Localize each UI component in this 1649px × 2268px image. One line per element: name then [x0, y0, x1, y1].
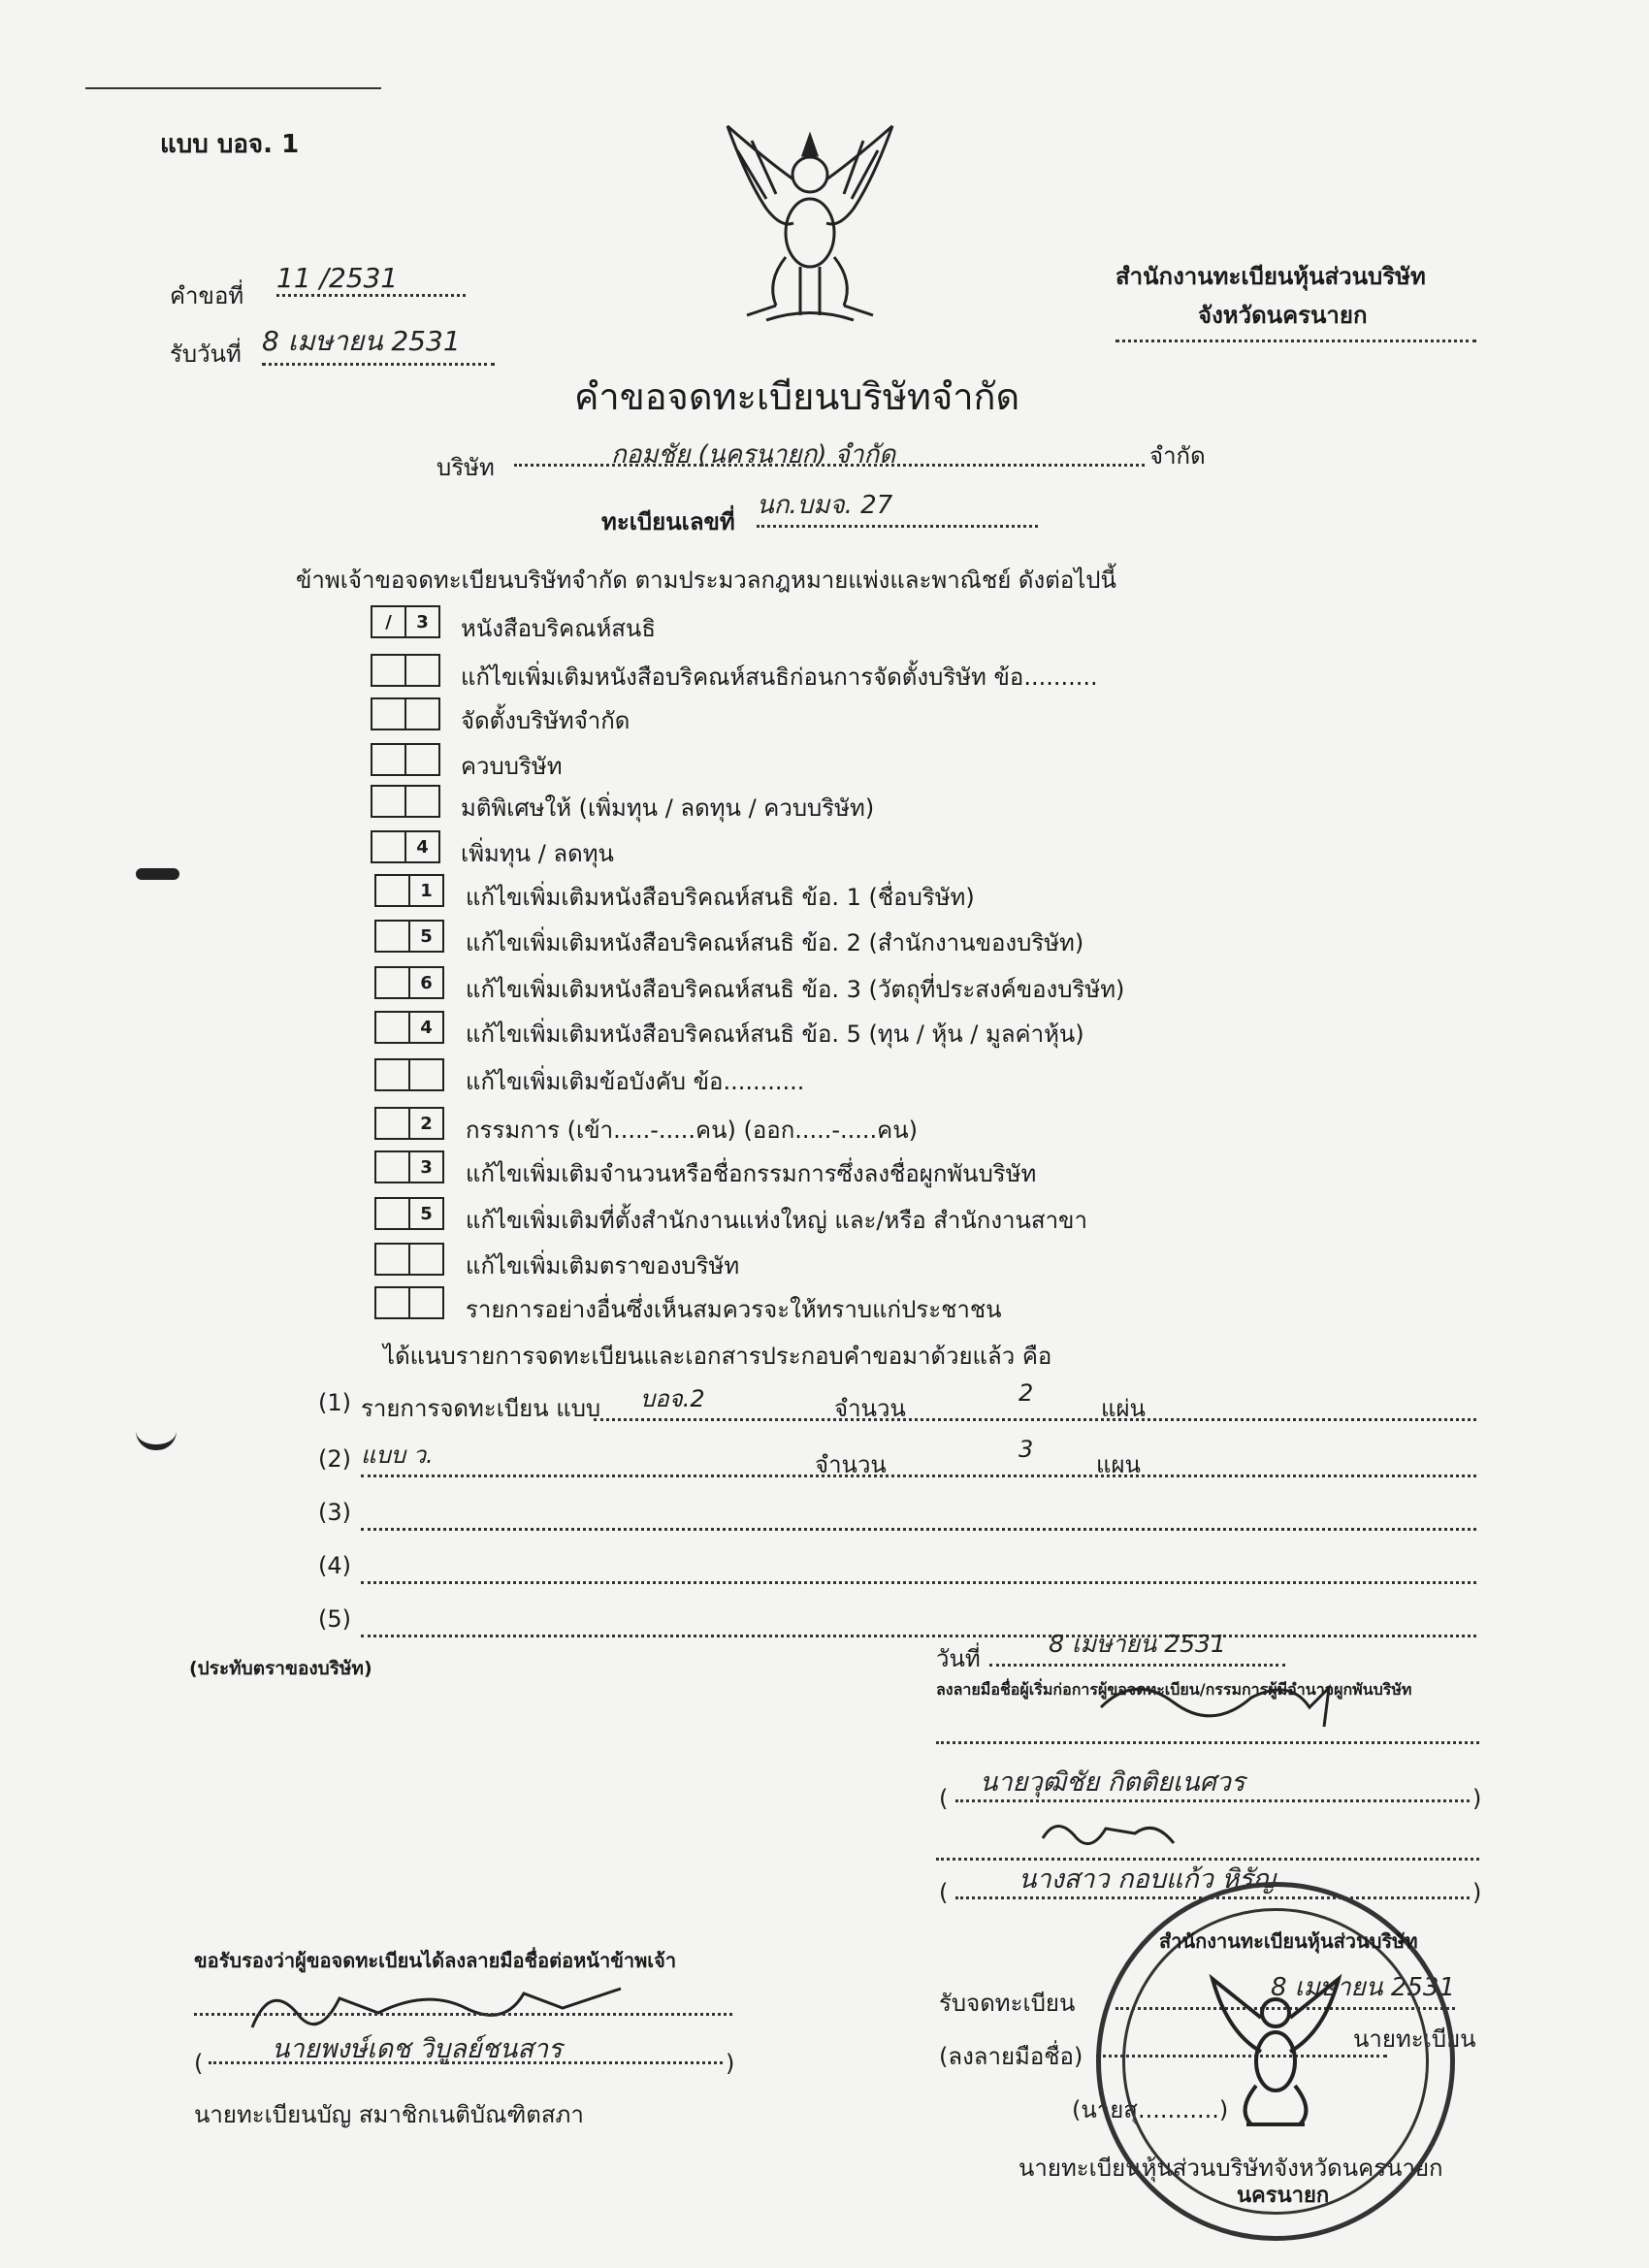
intro-text: ข้าพเจ้าขอจดทะเบียนบริษัทจำกัด ตามประมวลกฎหมายแพ่งและพาณิชย์ ดังต่อไปนี้ [296, 567, 1116, 594]
option-box-right: 6 [410, 966, 444, 999]
option-box-right [406, 743, 440, 776]
option-box-left [371, 697, 406, 730]
option-checkbox[interactable] [371, 697, 440, 730]
attachment-line [594, 1418, 1476, 1421]
option-label: กรรมการ (เข้า.....-.....คน) (ออก.....-.....คน) [466, 1117, 919, 1144]
option-box-right [406, 697, 440, 730]
option-box-left [374, 1286, 410, 1319]
option-box-left [374, 1197, 410, 1230]
option-checkbox[interactable] [371, 785, 440, 818]
attachment-qty: 3 [1018, 1436, 1034, 1463]
option-label: เพิ่มทุน / ลดทุน [461, 840, 614, 867]
received-date-label: รับวันที่ [170, 340, 242, 368]
attachment-no: (5) [318, 1605, 351, 1633]
option-box-right: 1 [410, 874, 444, 907]
attachment-line [361, 1581, 1476, 1584]
witness-open: ( [194, 2050, 204, 2077]
option-box-right: 5 [410, 920, 444, 953]
company-seal-label: (ประทับตราของบริษัท) [189, 1658, 372, 1679]
attachment-line [361, 1635, 1476, 1637]
reg-no-value: นก.บมจ. 27 [757, 485, 1038, 528]
company-name-line [514, 464, 1145, 467]
attachment-form: บอจ.2 [640, 1385, 705, 1412]
option-checkbox[interactable] [371, 605, 440, 638]
sign-caption: ลงลายมือชื่อผู้เริ่มก่อการผู้ขอจดทะเบียน/กรรมการผู้มีอำนาจผูกพันบริษัท [936, 1680, 1412, 1699]
signature-1-icon [1096, 1669, 1368, 1736]
option-box-left [371, 830, 406, 863]
option-checkbox[interactable] [371, 830, 440, 863]
attachment-no: (3) [318, 1499, 351, 1526]
option-checkbox[interactable] [374, 1011, 444, 1044]
option-label: แก้ไขเพิ่มเติมหนังสือบริคณห์สนธิ ข้อ. 2 (สำนักงานของบริษัท) [466, 929, 1084, 956]
option-label: แก้ไขเพิ่มเติมหนังสือบริคณห์สนธิก่อนการจัดตั้งบริษัท ข้อ.......... [461, 664, 1098, 691]
request-no-label: คำขอที่ [170, 282, 244, 309]
attachment-line [361, 1474, 1476, 1477]
option-box-left [371, 654, 406, 687]
option-box-left: / [371, 605, 406, 638]
registrar-received-label: รับจดทะเบียน [939, 1990, 1076, 2017]
sign-line-1 [936, 1741, 1479, 1744]
option-label: มติพิเศษให้ (เพิ่มทุน / ลดทุน / ควบบริษัท) [461, 794, 875, 822]
witness-line-1 [194, 2013, 732, 2016]
option-box-left [374, 874, 410, 907]
option-label: แก้ไขเพิ่มเติมหนังสือบริคณห์สนธิ ข้อ. 3 (วัตถุที่ประสงค์ของบริษัท) [466, 976, 1125, 1003]
option-box-left [371, 785, 406, 818]
signer2-name: นางสาว กอบแก้ว หิรัญ [1018, 1864, 1276, 1895]
option-box-right [410, 1243, 444, 1276]
form-code: แบบ บอจ. 1 [160, 130, 300, 159]
company-name: กอมชัย (นครนายก) จำกัด [611, 440, 896, 470]
registrar-name: (นายสุ...........) [1072, 2096, 1229, 2123]
option-label: จัดตั้งบริษัทจำกัด [461, 707, 630, 734]
option-checkbox[interactable] [371, 654, 440, 687]
scan-mark-1 [136, 868, 179, 880]
registrar-sign-label: (ลงลายมือชื่อ) [939, 2043, 1083, 2070]
witness-close: ) [726, 2050, 735, 2077]
option-checkbox[interactable] [371, 743, 440, 776]
witness-caption: ขอรับรองว่าผู้ขอจดทะเบียนได้ลงลายมือชื่อต่อหน้าข้าพเจ้า [194, 1949, 677, 1972]
signer1-name: นายวุฒิชัย กิตติยเนศวร [980, 1767, 1245, 1798]
option-label: รายการอย่างอื่นซึ่งเห็นสมควรจะให้ทราบแก่ประชาชน [466, 1296, 1002, 1323]
option-box-right: 4 [410, 1011, 444, 1044]
option-box-left [371, 743, 406, 776]
option-box-right: 3 [410, 1150, 444, 1183]
option-checkbox[interactable] [374, 1243, 444, 1276]
office-line2: จังหวัดนครนายก [1198, 302, 1368, 329]
option-box-left [374, 1243, 410, 1276]
witness-line-2 [209, 2061, 723, 2064]
attachment-qty-label: จำนวน [815, 1451, 887, 1478]
option-checkbox[interactable] [374, 920, 444, 953]
stamp-bottom-text: นครนายก [1237, 2184, 1330, 2208]
option-checkbox[interactable] [374, 1058, 444, 1091]
signature-2-icon [1038, 1809, 1212, 1858]
option-label: ควบบริษัท [461, 753, 563, 780]
option-label: แก้ไขเพิ่มเติมหนังสือบริคณห์สนธิ ข้อ. 5 (ทุน / หุ้น / มูลค่าหุ้น) [466, 1021, 1084, 1048]
option-label: แก้ไขเพิ่มเติมข้อบังคับ ข้อ........... [466, 1068, 805, 1095]
option-checkbox[interactable] [374, 1286, 444, 1319]
registrar-date-value: 8 เมษายน 2531 [1116, 1967, 1455, 2010]
option-box-left [374, 1150, 410, 1183]
attachments-heading: ได้แนบรายการจดทะเบียนและเอกสารประกอบคำขอมาด้วยแล้ว คือ [383, 1343, 1052, 1370]
witness-name: นายพงษ์เดช วิบูลย์ชนสาร [272, 2034, 563, 2064]
option-checkbox[interactable] [374, 1107, 444, 1140]
option-box-right: 2 [410, 1107, 444, 1140]
option-checkbox[interactable] [374, 966, 444, 999]
attachment-qty-label: จำนวน [834, 1395, 906, 1422]
reg-no-label: ทะเบียนเลขที่ [601, 508, 735, 535]
signer1-close: ) [1472, 1785, 1482, 1812]
option-label: แก้ไขเพิ่มเติมที่ตั้งสำนักงานแห่งใหญ่ และ/หรือ สำนักงานสาขา [466, 1207, 1087, 1234]
option-box-right [406, 654, 440, 687]
attachment-form: แบบ ว. [361, 1442, 434, 1469]
sign-date-label: วันที่ [936, 1645, 981, 1672]
signer2-close: ) [1472, 1879, 1482, 1906]
stamp-garuda-icon [1208, 1974, 1343, 2129]
received-date-value: 8 เมษายน 2531 [262, 320, 495, 366]
company-suffix: จำกัด [1149, 442, 1206, 470]
option-box-right [406, 785, 440, 818]
option-label: แก้ไขเพิ่มเติมตราของบริษัท [466, 1252, 740, 1280]
option-box-left [374, 1011, 410, 1044]
company-label: บริษัท [436, 454, 495, 481]
option-label: แก้ไขเพิ่มเติมจำนวนหรือชื่อกรรมการซึ่งลงชื่อผูกพันบริษัท [466, 1160, 1037, 1187]
option-checkbox[interactable] [374, 874, 444, 907]
option-checkbox[interactable] [374, 1197, 444, 1230]
registrar-role: นายทะเบียน [1353, 2025, 1476, 2053]
attachment-no: (2) [318, 1445, 351, 1473]
option-box-left [374, 920, 410, 953]
top-rule [85, 87, 381, 89]
attachment-unit: แผ่น [1101, 1395, 1146, 1422]
option-label: แก้ไขเพิ่มเติมหนังสือบริคณห์สนธิ ข้อ. 1 (ชื่อบริษัท) [466, 884, 975, 911]
attachment-line [361, 1528, 1476, 1531]
office-dotted-line [1116, 340, 1476, 342]
attachment-unit: แผน [1096, 1451, 1141, 1478]
option-box-left [374, 1107, 410, 1140]
option-box-right: 3 [406, 605, 440, 638]
option-box-right [410, 1058, 444, 1091]
option-box-left [374, 966, 410, 999]
signer1-line [955, 1799, 1470, 1802]
attachment-no: (1) [318, 1389, 351, 1416]
request-no-value: 11 /2531 [276, 262, 466, 297]
attachment-text: รายการจดทะเบียน แบบ [361, 1395, 601, 1422]
option-box-right [410, 1286, 444, 1319]
option-box-right: 4 [406, 830, 440, 863]
signer1-open: ( [939, 1785, 949, 1812]
option-box-left [374, 1058, 410, 1091]
registrar-footer: นายทะเบียนหุ้นส่วนบริษัทจังหวัดนครนายก [1018, 2155, 1443, 2182]
witness-title: นายทะเบียนบัญ สมาชิกเนติบัณฑิตสภา [194, 2101, 584, 2128]
garuda-emblem-icon [708, 121, 912, 330]
signer2-open: ( [939, 1879, 949, 1906]
office-line1: สำนักงานทะเบียนหุ้นส่วนบริษัท [1116, 263, 1426, 290]
stamp-top-text: สำนักงานทะเบียนหุ้นส่วนบริษัท [1159, 1929, 1418, 1953]
form-title: คำขอจดทะเบียนบริษัทจำกัด [574, 375, 1020, 418]
attachment-no: (4) [318, 1552, 351, 1579]
option-box-right: 5 [410, 1197, 444, 1230]
scan-mark-2 [136, 1431, 177, 1450]
official-stamp [1096, 1882, 1455, 2241]
sign-date-value: 8 เมษายน 2531 [989, 1625, 1285, 1667]
attachment-qty: 2 [1018, 1379, 1034, 1407]
option-checkbox[interactable] [374, 1150, 444, 1183]
option-label: หนังสือบริคณห์สนธิ [461, 615, 656, 642]
